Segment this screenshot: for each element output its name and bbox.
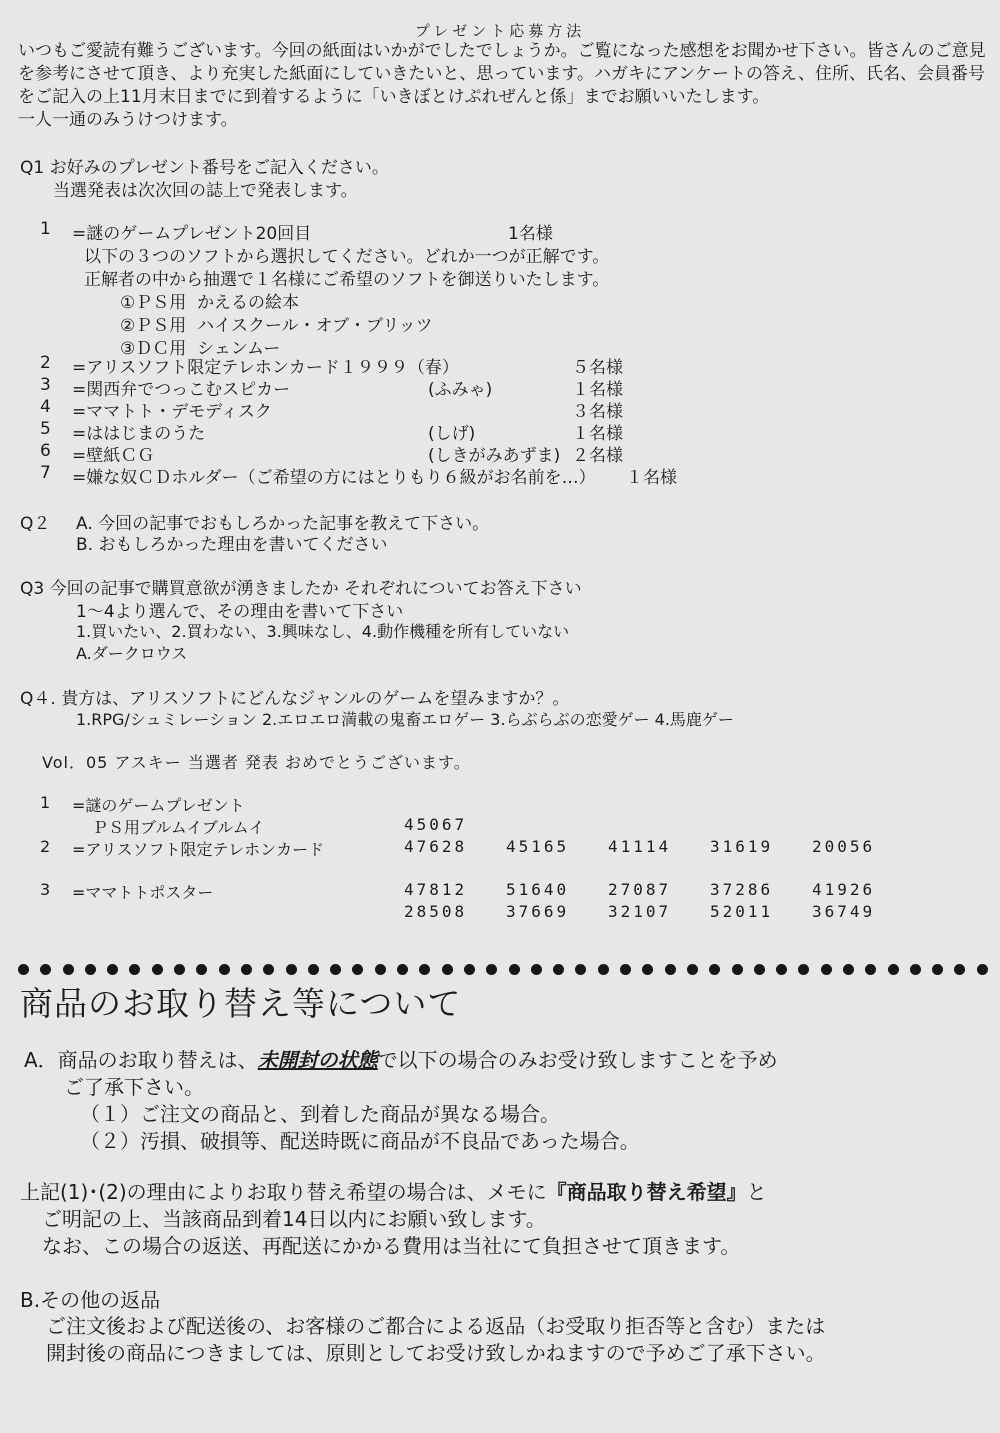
- divider-dot: [932, 964, 943, 975]
- prize-number: 6: [40, 441, 51, 461]
- divider-dot: [553, 964, 564, 975]
- winner-number: 37286: [710, 880, 774, 899]
- q2-question-b: B. おもしろかった理由を書いてください: [76, 535, 388, 555]
- divider-dot: [419, 964, 430, 975]
- divider-dot: [776, 964, 787, 975]
- divider-dot: [442, 964, 453, 975]
- divider-dot: [152, 964, 163, 975]
- prize-author: (ふみゃ): [428, 380, 493, 400]
- divider-dot: [598, 964, 609, 975]
- divider-dot: [129, 964, 140, 975]
- winner-number: 36749: [812, 902, 876, 921]
- winner-number: 41114: [608, 837, 672, 856]
- policy-item-1: （１）ご注文の商品と、到着した商品が異なる場合。: [80, 1102, 560, 1126]
- section-heading: 商品のお取り替え等について: [20, 984, 462, 1023]
- option-platform: ③ＤＣ用: [120, 339, 187, 359]
- divider-dot: [977, 964, 988, 975]
- q3-item: A.ダークロウス: [76, 644, 188, 663]
- winner-number: 28508: [404, 902, 468, 921]
- divider-dot: [286, 964, 297, 975]
- prize-count: ５名様: [572, 358, 623, 378]
- q2-question-a: A. 今回の記事でおもしろかった記事を教えて下さい。: [76, 514, 490, 534]
- intro-text: [18, 40, 988, 132]
- prize-name: =アリスソフト限定テレホンカード１９９９（春）: [72, 358, 459, 378]
- option-title: ハイスクール・オブ・ブリッツ: [197, 316, 433, 336]
- policy-a-prefix: A．商品のお取り替えは、: [24, 1048, 258, 1072]
- request-line2: ご明記の上、当該商品到着14日以内にお願い致します。: [42, 1207, 546, 1231]
- winner-number: 37669: [506, 902, 570, 921]
- policy-item-2: （２）汚損、破損等、配送時既に商品が不良品であった場合。: [80, 1129, 640, 1153]
- divider-dot: [397, 964, 408, 975]
- winner-number: 32107: [608, 902, 672, 921]
- winner-number: 27087: [608, 880, 672, 899]
- divider-dot: [642, 964, 653, 975]
- dotted-divider: [18, 958, 988, 980]
- prize-number: 4: [40, 397, 51, 417]
- divider-dot: [843, 964, 854, 975]
- request-suffix: と: [746, 1180, 767, 1204]
- prize-number: 5: [40, 419, 51, 439]
- prize-number: 3: [40, 375, 51, 395]
- prize-name: =嫌な奴ＣＤホルダー（ご希望の方にはとりもり６級がお名前を…）: [72, 468, 596, 488]
- divider-dot: [732, 964, 743, 975]
- software-option: [120, 311, 433, 336]
- policy-a-line2: ご了承下さい。: [64, 1075, 204, 1099]
- prize-author: (しげ): [428, 424, 476, 444]
- winner-number: 47812: [404, 880, 468, 899]
- divider-dot: [620, 964, 631, 975]
- prize-description: 正解者の中から抽選で１名様にご希望のソフトを御送りいたします。: [84, 270, 610, 290]
- winner-prize-name: =ママトトポスター: [72, 883, 214, 902]
- option-title: シェンムー: [197, 339, 281, 359]
- q4-question: Q４. 貴方は、アリスソフトにどんなジャンルのゲームを望みますか？。: [20, 689, 570, 709]
- divider-dot: [798, 964, 809, 975]
- winner-number: 51640: [506, 880, 570, 899]
- prize-count: 1名様: [508, 224, 553, 244]
- divider-dot: [352, 964, 363, 975]
- request-prefix: 上記(1)･(2)の理由によりお取り替え希望の場合は、メモに: [20, 1180, 547, 1204]
- prize-name: =謎のゲームプレゼント20回目: [72, 224, 312, 244]
- winner-number: 20056: [812, 837, 876, 856]
- divider-dot: [464, 964, 475, 975]
- prize-number: 1: [40, 219, 51, 239]
- other-returns-line1: ご注文後および配送後の、お客様のご都合による返品（お受取り拒否等と含む）または: [46, 1314, 826, 1338]
- winner-prize-subtitle: ＰＳ用ブルムイブルムイ: [92, 818, 265, 837]
- prize-count: ３名様: [572, 402, 623, 422]
- divider-dot: [509, 964, 520, 975]
- software-option: [120, 288, 299, 313]
- winner-number: 31619: [710, 837, 774, 856]
- winner-number: 45067: [404, 815, 468, 834]
- divider-dot: [531, 964, 542, 975]
- divider-dot: [575, 964, 586, 975]
- prize-name: =関西弁でつっこむスピカー: [72, 380, 291, 400]
- divider-dot: [821, 964, 832, 975]
- divider-dot: [85, 964, 96, 975]
- divider-dot: [174, 964, 185, 975]
- option-platform: ①ＰＳ用: [120, 293, 187, 313]
- divider-dot: [40, 964, 51, 975]
- prize-count: １名様: [572, 424, 623, 444]
- other-returns-heading: B.その他の返品: [20, 1288, 161, 1312]
- divider-dot: [754, 964, 765, 975]
- divider-dot: [18, 964, 29, 975]
- winner-prize-name: =謎のゲームプレゼント: [72, 796, 245, 815]
- q3-instruction: 1～4より選んで、その理由を書いて下さい: [76, 602, 404, 622]
- winner-number: 47628: [404, 837, 468, 856]
- exchange-request-keyword: 『商品取り替え希望』: [546, 1180, 747, 1204]
- page-title: プレゼント応募方法: [414, 22, 586, 40]
- q3-choices: 1.買いたい、2.買わない、3.興味なし、4.動作機種を所有していない: [76, 622, 570, 641]
- request-line3: なお、この場合の返送、再配送にかかる費用は当社にて負担させて頂きます。: [42, 1234, 741, 1258]
- divider-dot: [709, 964, 720, 975]
- policy-a-suffix: で以下の場合のみお受け致しますことを予め: [377, 1048, 778, 1072]
- prize-count: １名様: [572, 380, 623, 400]
- option-title: かえるの絵本: [197, 293, 300, 313]
- prize-name: =壁紙ＣＧ: [72, 446, 155, 466]
- winner-number: 52011: [710, 902, 774, 921]
- prize-author: (しきがみあずま): [428, 446, 561, 466]
- divider-dot: [308, 964, 319, 975]
- option-platform: ②ＰＳ用: [120, 316, 187, 336]
- winners-header: Vol．05 アスキー 当選者 発表 おめでとうございます。: [42, 753, 471, 772]
- prize-number: 2: [40, 353, 51, 373]
- winner-prize-number: 3: [40, 880, 51, 899]
- other-returns-line2: 開封後の商品につきましては、原則としてお受け致しかねますので予めご了承下さい。: [46, 1341, 826, 1365]
- intro-paragraph: いつもご愛読有難うございます。今回の紙面はいかがでしたでしょうか。ご覧になった感想をお聞かせ下さい。皆さんのご意見を参考にさせて頂き、より充実した紙面にしていきたいと、思っています。ハガキにアンケートの答え、住所、氏名、会員番号をご記入の上11月末日までに到着するように「いきぼとけぷれぜんと係」までお願いいたします。: [18, 41, 986, 107]
- q1-note: 当選発表は次次回の誌上で発表します。: [53, 181, 358, 201]
- q3-question: Q3 今回の記事で購買意欲が湧きましたか それぞれについてお答え下さい: [20, 579, 582, 599]
- prize-count: ２名様: [572, 446, 623, 466]
- winner-prize-number: 1: [40, 793, 51, 812]
- winner-prize-number: 2: [40, 837, 51, 856]
- prize-count: １名様: [626, 468, 677, 488]
- divider-dot: [687, 964, 698, 975]
- winner-prize-name: =アリスソフト限定テレホンカード: [72, 840, 325, 859]
- prize-name: =ママトト・デモディスク: [72, 402, 272, 422]
- q2-label: Q２: [20, 514, 51, 534]
- divider-dot: [665, 964, 676, 975]
- divider-dot: [910, 964, 921, 975]
- divider-dot: [865, 964, 876, 975]
- winner-number: 45165: [506, 837, 570, 856]
- divider-dot: [241, 964, 252, 975]
- divider-dot: [888, 964, 899, 975]
- q4-choices: 1.RPG/シュミレーション 2.エロエロ満載の鬼畜エロゲー 3.らぶらぶの恋愛ゲー 4.馬鹿ゲー: [76, 710, 734, 729]
- exchange-policy-a: [24, 1044, 778, 1073]
- divider-dot: [486, 964, 497, 975]
- divider-dot: [954, 964, 965, 975]
- unopened-emphasis: 未開封の状態: [257, 1048, 378, 1072]
- divider-dot: [107, 964, 118, 975]
- divider-dot: [330, 964, 341, 975]
- divider-dot: [196, 964, 207, 975]
- prize-description: 以下の３つのソフトから選択してください。どれか一つが正解です。: [84, 247, 610, 267]
- divider-dot: [219, 964, 230, 975]
- divider-dot: [263, 964, 274, 975]
- exchange-request-line: [20, 1176, 767, 1205]
- divider-dot: [375, 964, 386, 975]
- prize-name: =ははじまのうた: [72, 424, 206, 444]
- prize-number: 7: [40, 463, 51, 483]
- intro-note: 一人一通のみうけつけます。: [18, 110, 238, 130]
- q1-question: Q1 お好みのプレゼント番号をご記入ください。: [20, 158, 389, 178]
- winner-number: 41926: [812, 880, 876, 899]
- divider-dot: [63, 964, 74, 975]
